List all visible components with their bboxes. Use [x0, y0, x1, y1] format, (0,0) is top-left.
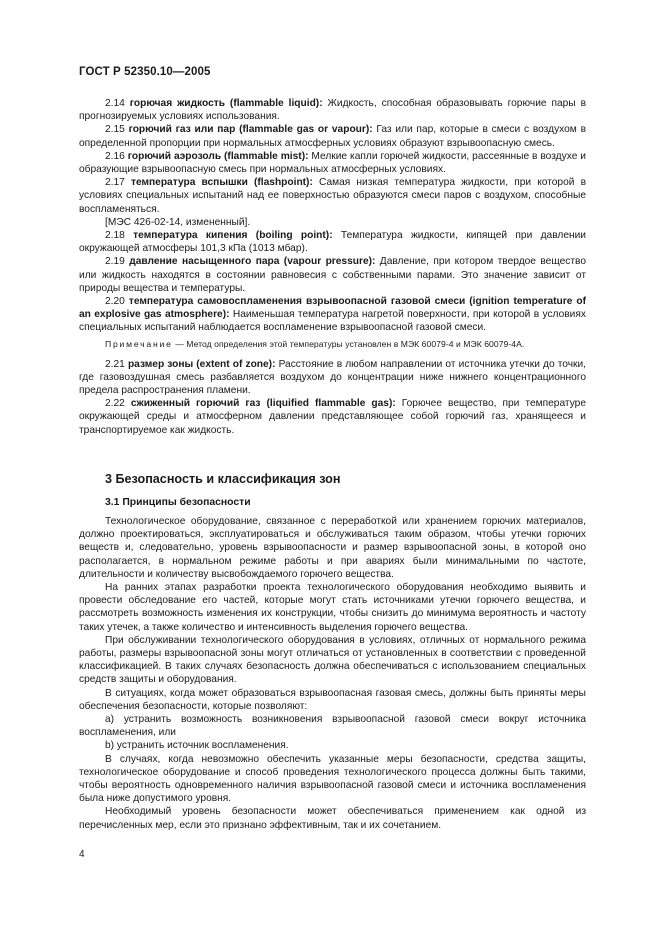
page-number: 4 — [79, 849, 85, 860]
list-item: b) устранить источник воспламенения. — [105, 740, 289, 752]
definitions-block — [79, 97, 586, 437]
document-header: ГОСТ Р 52350.10—2005 — [79, 66, 211, 78]
definition-item: 2.20 температура самовоспламенения взрывоопасной газовой смеси (ignition temperature of an explosive gas atmosphere): Наименьшая температура нагретой поверхности, при которой в условиях специальных испытаний наблюдается воспламенение взрывоопасной газовой смеси. — [79, 296, 586, 334]
body-text — [79, 515, 586, 832]
body-paragraph: Технологическое оборудование, связанное с переработкой или хранением горючих материалов, должно проектироваться, эксплуатироваться и обслуживаться таким образом, чтобы утечки горючих веществ и, следовательно, уровень взрывоопасности и размер взрывоопасной зоны, в которой оно располагается, в нормальном режиме работы и при авариях были минимальными по частоте, длительности и количеству высвобождаемого горючего вещества. — [79, 516, 586, 580]
definition-item: 2.14 горючая жидкость (flammable liquid): Жидкость, способная образовывать горючие пары в прогнозируемых условиях использования. — [79, 98, 586, 123]
note: Примечание — Метод определения этой температуры установлен в МЭК 60079-4 и МЭК 60079-4А. — [105, 338, 525, 349]
definition-item: 2.17 температура вспышки (flashpoint): Самая низкая температура жидкости, при которой в условиях специальных испытаний над ее поверхностью образуются смеси паров с воздухом, способные воспламеняться. — [79, 177, 586, 215]
definition-item: 2.19 давление насыщенного пара (vapour pressure): Давление, при котором твердое вещество или жидкость находятся в состоянии равновесия с собственными парами. Это значение зависит от природы вещества и температуры. — [79, 256, 586, 294]
definition-item: 2.16 горючий аэрозоль (flammable mist): Мелкие капли горючей жидкости, рассеянные в воздухе и образующие взрывоопасную смесь при нормальных атмосферных условиях. — [79, 150, 586, 176]
body-paragraph: На ранних этапах разработки проекта технологического оборудования необходимо выявить и провести обследование его частей, которые могут стать источниками утечки горючего вещества, и рассмотреть возможность изменения их конструкции, чтобы снизить до минимума вероятность и частоту таких утечек, а также количество и интенсивность выделения горючего вещества. — [79, 582, 586, 633]
definition-item: 2.15 горючий газ или пар (flammable gas or vapour): Газ или пар, которые в смеси с воздухом в определенной пропорции при нормальных атмосферных условиях образуют взрывоопасную смесь. — [79, 124, 586, 149]
list-item: a) устранить возможность возникновения взрывоопасной газовой смеси вокруг источника воспламенения, или — [79, 714, 586, 739]
body-paragraph: Необходимый уровень безопасности может обеспечиваться применением как одной из перечисленных мер, если это признано эффективным, так и их сочетанием. — [79, 806, 586, 831]
definition-item: 2.18 температура кипения (boiling point): Температура жидкости, кипящей при давлении окружающей атмосферы 101,3 кПа (1013 мбар). — [79, 230, 586, 255]
definition-item: 2.21 размер зоны (extent of zone): Расстояние в любом направлении от источника утечки до точки, где газовоздушная смесь разбавляется воздухом до концентрации ниже нижнего концентрационного предела распространения пламени. — [79, 358, 586, 397]
section-title: 3 Безопасность и классификация зон — [105, 472, 341, 486]
subsection-title: 3.1 Принципы безопасности — [105, 497, 251, 508]
definition-source: [МЭС 426-02-14, измененный]. — [105, 216, 251, 228]
body-paragraph: При обслуживании технологического оборудования в условиях, отличных от нормального режима работы, размеры взрывоопасной зоны могут отличаться от установленных в соответствии с проведенной классификацией. В таких случаях безопасность должна обеспечиваться с использованием специальных средств защиты и оборудования. — [79, 634, 586, 686]
definition-item: 2.22 сжиженный горючий газ (liquified flammable gas): Горючее вещество, при температуре окружающей среды и атмосферном давлении представляющее собой горючий газ, хранящееся и транспортируемое как жидкость. — [79, 398, 586, 436]
body-paragraph: В ситуациях, когда может образоваться взрывоопасная газовая смесь, должны быть приняты меры обеспечения безопасности, которые позволяют: — [79, 687, 586, 712]
body-paragraph: В случаях, когда невозможно обеспечить указанные меры безопасности, средства защиты, технологическое оборудование и способ проведения технологического процесса должны быть такими, чтобы вероятность одновременного наличия взрывоопасной газовой смеси и источника воспламенения была ниже допустимого уровня. — [79, 753, 586, 805]
